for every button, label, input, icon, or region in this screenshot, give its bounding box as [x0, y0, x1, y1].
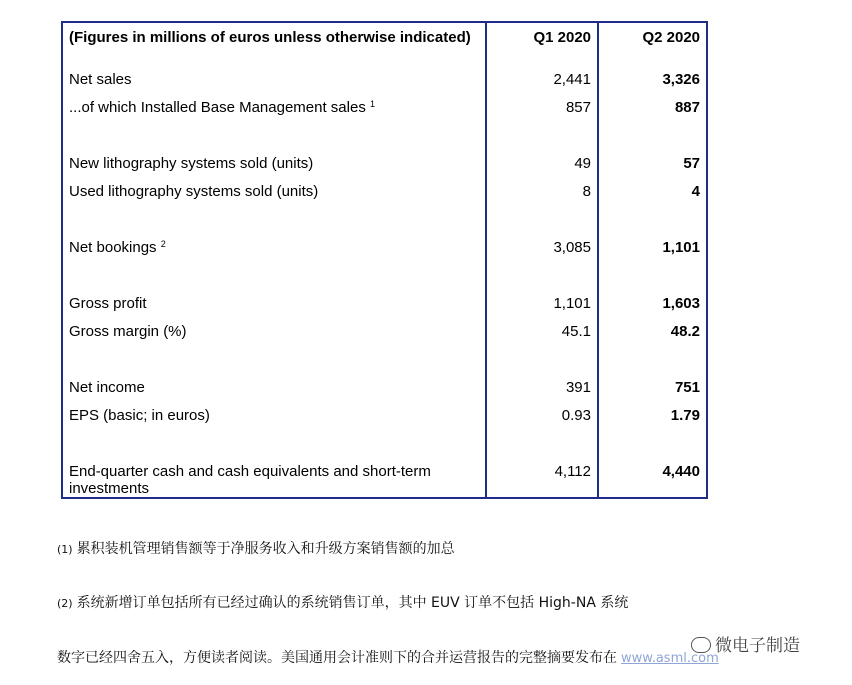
- wechat-icon: [691, 637, 711, 653]
- table-row: [62, 319, 707, 347]
- q1-value: 4,112: [486, 431, 598, 498]
- row-label: New lithography systems sold (units): [69, 155, 314, 172]
- q1-value: 8: [486, 179, 598, 207]
- footnote-ref: 2: [160, 239, 166, 249]
- row-label: End-quarter cash and cash equivalents and short-term investments: [69, 463, 431, 497]
- table-row: [62, 95, 707, 123]
- q2-value: 57: [598, 123, 707, 179]
- q2-value: 3,326: [598, 67, 707, 95]
- header-q2: Q2 2020: [598, 22, 707, 67]
- q1-value: 2,441: [486, 67, 598, 95]
- footnote-ref: 1: [370, 99, 376, 109]
- watermark: [691, 631, 800, 656]
- header-q1: Q1 2020: [486, 22, 598, 67]
- q2-value: 4: [598, 179, 707, 207]
- footnote-text: 系统新增订单包括所有已经过确认的系统销售订单，其中 EUV 订单不包括 High-NA 系统: [76, 595, 629, 611]
- row-label: Net income: [69, 379, 145, 396]
- q1-value: 45.1: [486, 319, 598, 347]
- row-label: Gross margin (%): [69, 323, 187, 340]
- website-link[interactable]: www.asml.com: [621, 651, 719, 666]
- header-label: (Figures in millions of euros unless otherwise indicated): [69, 29, 471, 46]
- q2-value: 1,101: [598, 207, 707, 263]
- row-label: Net sales: [69, 71, 132, 88]
- financial-summary-table: [61, 21, 708, 499]
- q2-value: 887: [598, 95, 707, 123]
- watermark-text: 微电子制造: [715, 636, 800, 656]
- footer-text: 数字已经四舍五入，方便读者阅读。美国通用会计准则下的合并运营报告的完整摘要发布在: [57, 650, 617, 666]
- q1-value: 0.93: [486, 403, 598, 431]
- q1-value: 1,101: [486, 263, 598, 319]
- footnote-number: (2): [57, 597, 73, 610]
- q2-value: 1.79: [598, 403, 707, 431]
- row-label: EPS (basic; in euros): [69, 407, 210, 424]
- table-header-row: [62, 22, 707, 67]
- table-row: [62, 431, 707, 498]
- table-row: [62, 403, 707, 431]
- table-row: [62, 179, 707, 207]
- footer-paragraph: [57, 647, 719, 667]
- q1-value: 3,085: [486, 207, 598, 263]
- row-label: Used lithography systems sold (units): [69, 183, 319, 200]
- table-row: [62, 347, 707, 403]
- table-row: [62, 207, 707, 263]
- footnote-2: [57, 592, 628, 612]
- table-row: [62, 263, 707, 319]
- table-row: [62, 67, 707, 95]
- table-row: [62, 123, 707, 179]
- q1-value: 49: [486, 123, 598, 179]
- q2-value: 751: [598, 347, 707, 403]
- row-label: ...of which Installed Base Management sales: [69, 99, 366, 116]
- footnote-text: 累积装机管理销售额等于净服务收入和升级方案销售额的加总: [76, 541, 455, 557]
- footnote-1: [57, 538, 455, 558]
- footnote-number: (1): [57, 543, 73, 556]
- q2-value: 1,603: [598, 263, 707, 319]
- row-label: Net bookings: [69, 239, 157, 256]
- q2-value: 4,440: [598, 431, 707, 498]
- row-label: Gross profit: [69, 295, 147, 312]
- q2-value: 48.2: [598, 319, 707, 347]
- q1-value: 857: [486, 95, 598, 123]
- q1-value: 391: [486, 347, 598, 403]
